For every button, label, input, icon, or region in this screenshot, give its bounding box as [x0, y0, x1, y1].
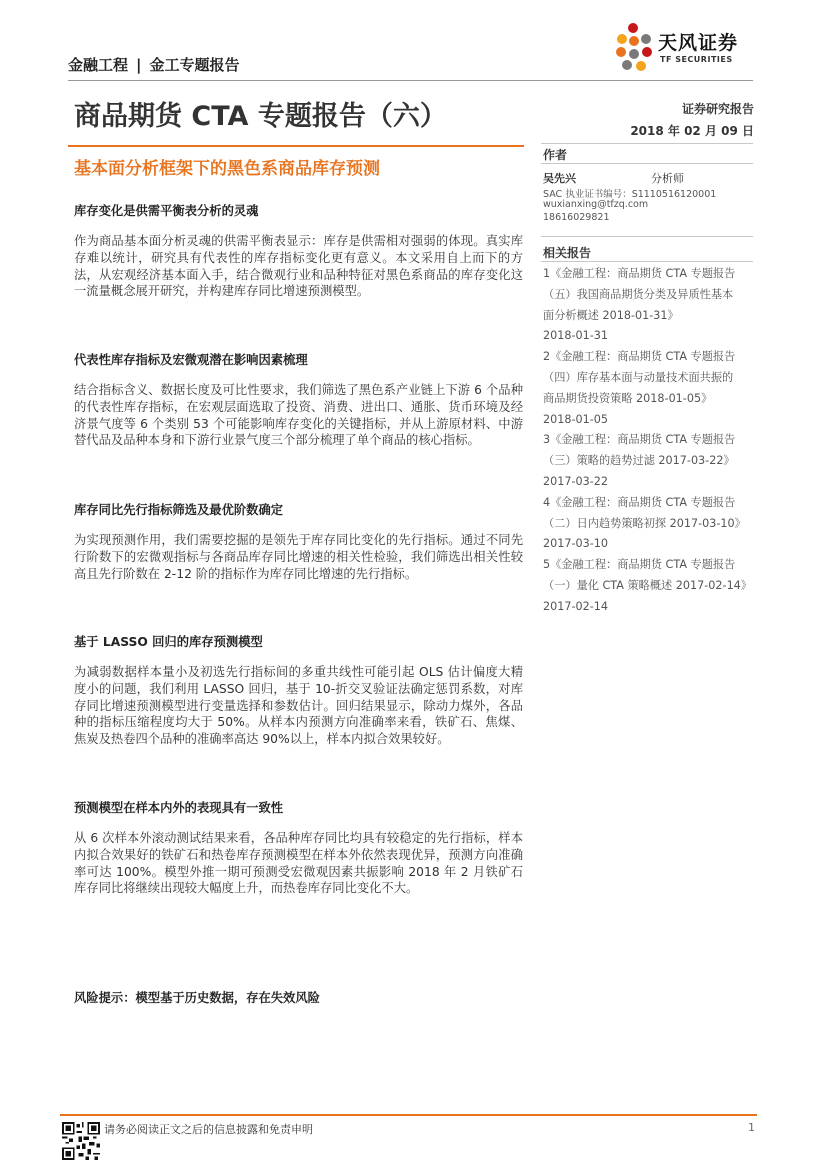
related-line[interactable]: 1《金融工程：商品期货 CTA 专题报告 [543, 267, 736, 280]
related-line[interactable]: 面分析概述 2018-01-31》 [543, 308, 679, 322]
related-line[interactable]: 2《金融工程：商品期货 CTA 专题报告 [543, 350, 736, 364]
header-divider [68, 80, 753, 81]
related-heading: 相关报告 [543, 246, 592, 260]
section-body: 结合指标含义、数据长度及可比性要求，我们筛选了黑色系产业链上下游 6 个品种的代表性库存指标，在宏观层面选取了投资、消费、进出口、通胀、货币环境及经济景气度等 6 个类别 53 个可能影响库存变化的关键指标，并从上游原材料、中游替代品及品种本身和下游行业景气度三个部分梳理了单个商品的核心指标。 [74, 383, 523, 448]
title-divider [68, 145, 524, 147]
section-leading-indicators [74, 500, 523, 582]
section-indicators [74, 350, 523, 449]
logo-mark-icon [612, 22, 658, 74]
related-reports-list [543, 264, 758, 618]
sidebar-divider-top [541, 143, 753, 144]
section-body: 从 6 次样本外滚动测试结果来看，各品种库存同比均具有较稳定的先行指标，样本内拟合效果好的铁矿石和热卷库存预测模型在样本外依然表现优异，预测方向准确率可达 100%。模型外推一期可预测受宏微观因素共振影响 2018 年 2 月铁矿石库存同比将继续出现较大幅度上升，而热卷库存同比变化不大。 [74, 831, 523, 896]
related-line[interactable]: 5《金融工程：商品期货 CTA 专题报告 [543, 558, 736, 572]
footer-divider [60, 1114, 757, 1116]
related-date: 2017-03-22 [543, 474, 609, 488]
related-line[interactable]: （五）我国商品期货分类及异质性基本 [543, 287, 734, 301]
related-divider-top [541, 236, 753, 237]
related-line[interactable]: （四）库存基本面与动量技术面共振的 [543, 370, 734, 384]
author-sac-number: SAC 执业证书编号：S1110516120001 [543, 189, 717, 200]
related-line[interactable]: （一）量化 CTA 策略概述 2017-02-14》 [543, 578, 752, 592]
related-date: 2018-01-31 [543, 329, 609, 343]
subcategory-label: 金工专题报告 [149, 56, 240, 74]
related-line[interactable]: （二）日内趋势策略初探 2017-03-10》 [543, 516, 746, 530]
section-title: 库存变化是供需平衡表分析的灵魂 [74, 204, 259, 218]
section-title: 代表性库存指标及宏微观潜在影响因素梳理 [74, 353, 308, 367]
related-line[interactable]: （三）策略的趋势过滤 2017-03-22》 [543, 454, 735, 468]
logo-name: 天风证券 [658, 32, 739, 54]
section-title: 库存同比先行指标筛选及最优阶数确定 [74, 503, 284, 517]
section-title: 预测模型在样本内外的表现具有一致性 [74, 801, 284, 815]
related-date: 2017-03-10 [543, 537, 609, 551]
author-name: 吴先兴 [543, 172, 576, 185]
section-body: 为减弱数据样本量小及初选先行指标间的多重共线性可能引起 OLS 估计偏度大精度小的问题，我们利用 LASSO 回归，基于 10-折交叉验证法确定惩罚系数，对库存同比增速预测模型进行变量选择和参数估计。回归结果显示，除动力煤外，各品种的指标压缩程度均大于 50%。从样本内预测方向准确率来看，铁矿石、焦煤、焦炭及热卷四个品种的准确率高达 90%以上，样本内拟合效果较好。 [74, 665, 523, 747]
report-category [68, 54, 240, 75]
section-body: 作为商品基本面分析灵魂的供需平衡表显示：库存是供需相对强弱的体现。真实库存难以统计，研究具有代表性的库存指标变化更有意义。本文采用自上而下的方法，从宏观经济基本面入手，结合微观行业和品种特征对黑色系商品的库存变化这一流量概念展开研究，并构建库存同比增速预测模型。 [74, 234, 523, 299]
related-line[interactable]: 3《金融工程：商品期货 CTA 专题报告 [543, 433, 736, 447]
logo-subtitle: TF SECURITIES [660, 55, 733, 64]
related-date: 2018-01-05 [543, 412, 609, 426]
report-title: 商品期货 CTA 专题报告（六） [74, 101, 447, 132]
report-subtitle: 基本面分析框架下的黑色系商品库存预测 [74, 159, 380, 179]
tf-securities-logo [612, 22, 762, 74]
category-label: 金融工程 [68, 56, 129, 74]
author-email[interactable]: wuxianxing@tfzq.com [543, 199, 649, 210]
author-role: 分析师 [651, 172, 684, 185]
disclaimer-notice: 请务必阅读正文之后的信息披露和免责申明 [104, 1123, 313, 1136]
section-title: 基于 LASSO 回归的库存预测模型 [74, 635, 263, 649]
author-heading: 作者 [543, 148, 568, 162]
page-number: 1 [748, 1121, 755, 1134]
related-date: 2017-02-14 [543, 599, 609, 613]
author-divider [541, 163, 753, 164]
qr-code-icon[interactable] [62, 1122, 100, 1160]
section-model-consistency [74, 798, 523, 897]
related-divider [541, 261, 753, 262]
author-phone: 18616029821 [543, 212, 610, 223]
report-date: 2018 年 02 月 09 日 [630, 124, 754, 138]
section-body: 为实现预测作用，我们需要挖掘的是领先于库存同比变化的先行指标。通过不同先行阶数下的宏微观指标与各商品库存同比增速的相关性检验，我们筛选出相关性较高且先行阶数在 2-12 阶的指标作为库存同比增速的先行指标。 [74, 533, 523, 581]
report-type: 证券研究报告 [681, 102, 754, 116]
related-line[interactable]: 商品期货投资策略 2018-01-05》 [543, 391, 713, 405]
category-separator: | [136, 56, 142, 74]
section-lasso-model [74, 632, 523, 748]
section-inventory-soul [74, 201, 523, 300]
risk-warning: 风险提示：模型基于历史数据，存在失效风险 [74, 991, 320, 1005]
related-line[interactable]: 4《金融工程：商品期货 CTA 专题报告 [543, 495, 736, 509]
